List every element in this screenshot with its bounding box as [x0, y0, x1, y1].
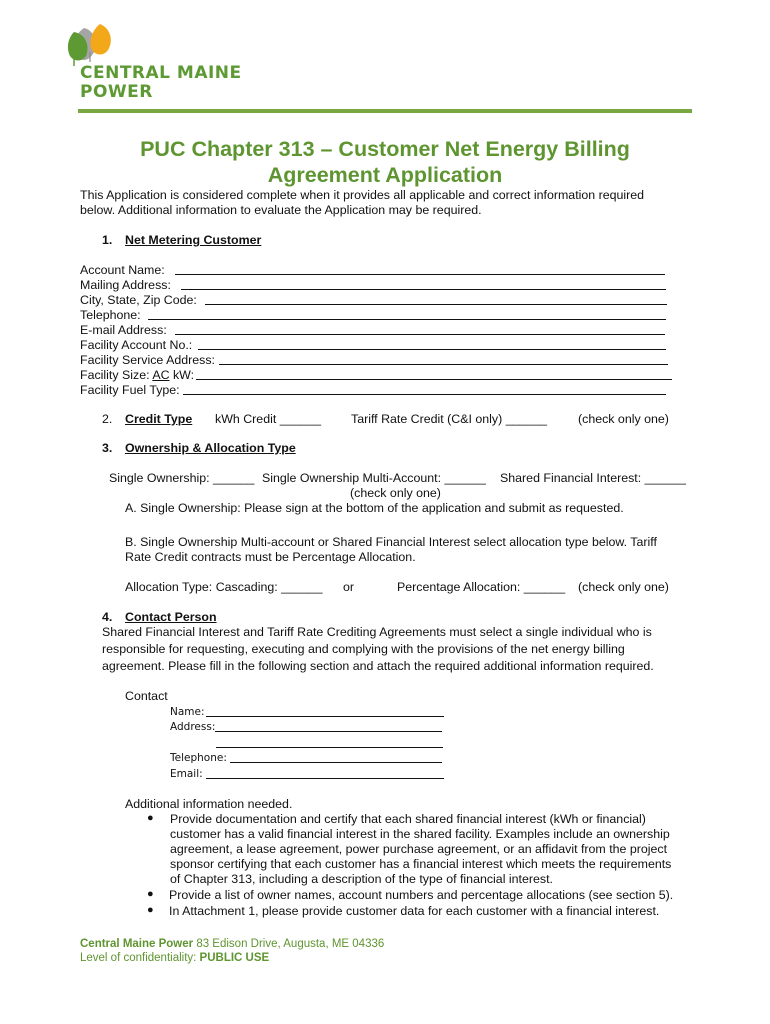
contact-name-label: Name:: [170, 706, 205, 718]
contact-name-field[interactable]: [206, 716, 444, 717]
logo-line-1: CENTRAL MAINE: [80, 63, 242, 83]
mailing-address-field[interactable]: [181, 289, 666, 290]
footer-confidentiality: [80, 951, 269, 966]
note-b-line-2: Rate Credit contracts must be Percentage Allocation.: [125, 550, 416, 564]
email-field[interactable]: [175, 334, 665, 335]
facility-fuel-type-field[interactable]: [183, 394, 666, 395]
bullet1-line-4: sponsor certifying that each customer has a financial interest which meets the requirements: [170, 857, 672, 871]
bullet1-line-3: agreement, a lease agreement, power purchase agreement, or an affidavit from the project: [170, 842, 668, 856]
allocation-cascading-option[interactable]: Allocation Type: Cascading: ______: [125, 580, 323, 594]
document-title-line-1: PUC Chapter 313 – Customer Net Energy Billing: [140, 137, 630, 161]
facility-account-label: Facility Account No.:: [80, 338, 193, 352]
logo-line-2: POWER: [80, 82, 153, 102]
footer-confidentiality-label: Level of confidentiality:: [80, 952, 200, 964]
shared-financial-option[interactable]: Shared Financial Interest: ______: [500, 471, 686, 485]
kwh-credit-option[interactable]: kWh Credit ______: [215, 412, 322, 426]
email-label: E-mail Address:: [80, 323, 167, 337]
central-maine-power-logo-icon: [64, 22, 120, 68]
bullet-icon-3: ●: [147, 904, 154, 916]
additional-info-heading: Additional information needed.: [125, 797, 293, 811]
contact-para-line-2: responsible for requesting, executing and complying with the provisions of the net energy billing: [102, 642, 625, 656]
facility-size-field[interactable]: [196, 379, 672, 380]
facility-service-address-label: Facility Service Address:: [80, 353, 215, 367]
allocation-percentage-option[interactable]: Percentage Allocation: ______: [397, 580, 566, 594]
section3-number: 3.: [102, 441, 113, 455]
contact-address-label: Address:: [170, 721, 216, 733]
contact-para-line-1: Shared Financial Interest and Tariff Rate Crediting Agreements must select a single individual who is: [102, 625, 652, 639]
contact-label: Contact: [125, 689, 168, 703]
facility-size-prefix: Facility Size:: [80, 368, 153, 382]
contact-address-field[interactable]: [215, 731, 442, 732]
section3-heading: Ownership & Allocation Type: [125, 441, 296, 455]
bullet-icon-2: ●: [147, 888, 154, 900]
facility-account-field[interactable]: [198, 349, 666, 350]
section1-number: 1.: [102, 233, 113, 247]
section2-heading: Credit Type: [125, 412, 193, 426]
mailing-address-label: Mailing Address:: [80, 278, 171, 292]
section2-number: 2.: [102, 412, 113, 426]
account-name-field[interactable]: [175, 274, 665, 275]
section1-heading: Net Metering Customer: [125, 233, 262, 247]
bullet1-line-1: Provide documentation and certify that each shared financial interest (kWh or financial): [170, 812, 646, 826]
city-state-zip-field[interactable]: [205, 304, 667, 305]
facility-size-suffix: kW:: [169, 368, 195, 382]
footer-address: [80, 937, 384, 952]
bullet2-text: Provide a list of owner names, account numbers and percentage allocations (see section 5).: [169, 888, 674, 902]
facility-size-label: [80, 368, 194, 383]
check-only-one-note-allocation: (check only one): [578, 580, 669, 594]
document-title-line-2: Agreement Application: [267, 163, 503, 187]
telephone-field[interactable]: [148, 319, 666, 320]
note-a: A. Single Ownership: Please sign at the bottom of the application and submit as requested.: [125, 501, 624, 515]
header-rule: [78, 109, 692, 113]
section4-heading: Contact Person: [125, 610, 217, 624]
single-ownership-multi-option[interactable]: Single Ownership Multi-Account: ______: [262, 471, 486, 485]
contact-address-field-2[interactable]: [216, 747, 443, 748]
contact-email-field[interactable]: [206, 778, 444, 779]
contact-telephone-label: Telephone:: [170, 752, 227, 764]
telephone-label: Telephone:: [80, 308, 141, 322]
facility-fuel-type-label: Facility Fuel Type:: [80, 383, 180, 397]
account-name-label: Account Name:: [80, 263, 165, 277]
contact-email-label: Email:: [170, 768, 203, 780]
intro-line-2: below. Additional information to evaluate the Application may be required.: [80, 203, 482, 217]
footer-address-text: 83 Edison Drive, Augusta, ME 04336: [193, 938, 385, 950]
section4-number: 4.: [102, 610, 113, 624]
note-b-line-1: B. Single Ownership Multi-account or Shared Financial Interest select allocation type below. Tariff: [125, 535, 657, 549]
tariff-rate-credit-option[interactable]: Tariff Rate Credit (C&I only) ______: [351, 412, 548, 426]
bullet1-line-2: customer has a valid financial interest in the shared facility. Examples include an ownership: [170, 827, 670, 841]
contact-para-line-3: agreement. Please fill in the following section and attach the required additional information required.: [102, 659, 654, 673]
bullet3-text: In Attachment 1, please provide customer data for each customer with a financial interest.: [169, 904, 660, 918]
footer-confidentiality-value: PUBLIC USE: [199, 952, 270, 964]
bullet-icon-1: ●: [147, 812, 154, 824]
facility-service-address-field[interactable]: [219, 364, 668, 365]
single-ownership-option[interactable]: Single Ownership: ______: [109, 471, 255, 485]
footer-company: Central Maine Power: [80, 938, 194, 950]
intro-line-1: This Application is considered complete when it provides all applicable and correct information required: [80, 188, 645, 202]
company-logo-text: [80, 64, 242, 102]
check-only-one-note-ownership: (check only one): [350, 486, 441, 500]
facility-size-ac: AC: [152, 368, 170, 382]
allocation-or: or: [343, 580, 355, 594]
bullet1-line-5: of Chapter 313, including a description of the type of financial interest.: [170, 872, 553, 886]
contact-telephone-field[interactable]: [230, 762, 442, 763]
check-only-one-note: (check only one): [578, 412, 669, 426]
city-state-zip-label: City, State, Zip Code:: [80, 293, 197, 307]
